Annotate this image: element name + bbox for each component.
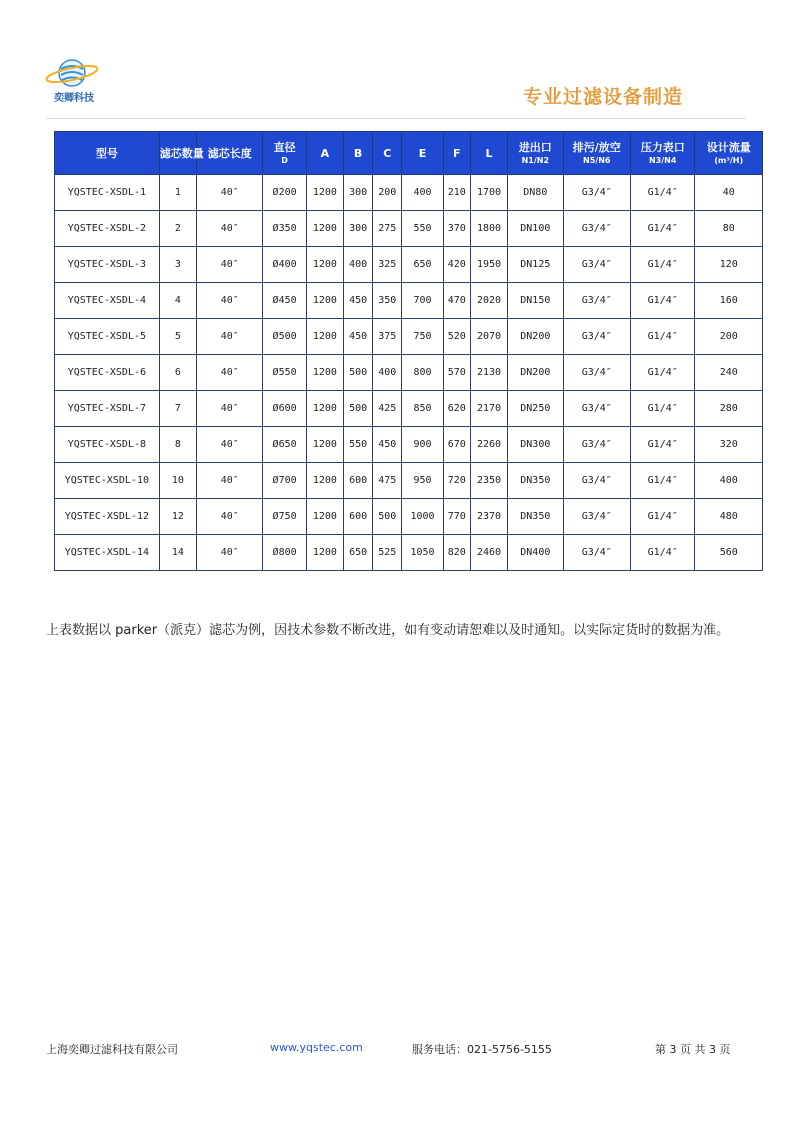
header-divider [46,118,746,119]
footer-page-info: 第 3 页 共 3 页 [655,1043,731,1056]
footer-phone: 服务电话：021-5756-5155 [412,1043,552,1056]
column-header [263,132,306,175]
table-cell: Ø350 [263,211,306,247]
table-cell: 560 [695,535,763,571]
table-cell: G3/4″ [563,499,630,535]
table-cell: 8 [159,427,196,463]
column-header-label: B [353,146,363,160]
table-cell: 40″ [196,175,262,211]
column-header-label: 压力表口 [640,140,685,154]
table-cell: 1200 [306,247,343,283]
table-cell: DN200 [508,355,563,391]
column-header-label: C [383,146,392,160]
table-cell: 210 [443,175,470,211]
table-cell: 370 [443,211,470,247]
table-cell: 2260 [470,427,507,463]
table-cell: G3/4″ [563,175,630,211]
table-cell: 300 [344,175,373,211]
table-cell: G3/4″ [563,355,630,391]
table-cell: G3/4″ [563,211,630,247]
table-cell: 40″ [196,391,262,427]
table-cell: DN80 [508,175,563,211]
table-cell: 40 [695,175,763,211]
table-note: 上表数据以 parker（派克）滤芯为例，因技术参数不断改进，如有变动请恕难以及时通知。以实际定货时的数据为准。 [46,623,730,638]
table-cell: G3/4″ [563,535,630,571]
table-cell: 1200 [306,535,343,571]
column-header-label: 设计流量 [706,140,751,154]
column-header [306,132,343,175]
table-cell: 5 [159,319,196,355]
table-cell: 420 [443,247,470,283]
column-header-sublabel: N3/N4 [648,155,677,165]
table-row [55,427,763,463]
company-logo [46,55,102,103]
table-cell: Ø400 [263,247,306,283]
table-cell: 200 [373,175,402,211]
table-row [55,463,763,499]
table-cell: 650 [402,247,443,283]
table-cell: G1/4″ [630,175,694,211]
table-cell: 2350 [470,463,507,499]
table-cell: 800 [402,355,443,391]
table-cell: 40″ [196,247,262,283]
table-cell: 40″ [196,499,262,535]
table-cell: 1200 [306,391,343,427]
table-cell: 500 [344,391,373,427]
table-cell: 820 [443,535,470,571]
table-cell: 600 [344,463,373,499]
table-cell: 2020 [470,283,507,319]
column-header-sublabel: D [281,155,288,165]
table-cell: 425 [373,391,402,427]
table-cell: 1200 [306,283,343,319]
table-cell: 3 [159,247,196,283]
table-cell: 2370 [470,499,507,535]
table-cell: Ø750 [263,499,306,535]
table-row [55,535,763,571]
table-cell: 1200 [306,499,343,535]
header-title: 专业过滤设备制造 [522,86,683,108]
table-row [55,499,763,535]
column-header-label: F [453,146,461,160]
table-cell: 12 [159,499,196,535]
table-cell: G1/4″ [630,319,694,355]
table-cell: YQSTEC-XSDL-14 [55,535,160,571]
table-row [55,355,763,391]
table-cell: Ø650 [263,427,306,463]
table-cell: 280 [695,391,763,427]
table-cell: 40″ [196,211,262,247]
table-cell: 325 [373,247,402,283]
table-cell: G3/4″ [563,427,630,463]
column-header [508,132,563,175]
column-header [695,132,763,175]
table-cell: YQSTEC-XSDL-8 [55,427,160,463]
table-cell: G3/4″ [563,391,630,427]
table-cell: 1 [159,175,196,211]
table-cell: 80 [695,211,763,247]
table-cell: 570 [443,355,470,391]
column-header [563,132,630,175]
table-cell: 240 [695,355,763,391]
table-row [55,319,763,355]
table-cell: 525 [373,535,402,571]
column-header [196,132,262,175]
table-cell: 375 [373,319,402,355]
table-cell: DN250 [508,391,563,427]
table-cell: 320 [695,427,763,463]
table-cell: 950 [402,463,443,499]
table-cell: DN150 [508,283,563,319]
table-cell: Ø450 [263,283,306,319]
column-header [470,132,507,175]
table-cell: 1050 [402,535,443,571]
table-cell: Ø200 [263,175,306,211]
footer-company: 上海奕卿过滤科技有限公司 [46,1043,178,1056]
column-header-label: E [418,146,427,160]
table-cell: Ø800 [263,535,306,571]
table-cell: 400 [402,175,443,211]
table-cell: 200 [695,319,763,355]
table-cell: YQSTEC-XSDL-10 [55,463,160,499]
table-cell: 350 [373,283,402,319]
table-cell: G3/4″ [563,463,630,499]
table-cell: 275 [373,211,402,247]
table-cell: YQSTEC-XSDL-3 [55,247,160,283]
table-cell: 750 [402,319,443,355]
table-cell: 1200 [306,355,343,391]
table-cell: G1/4″ [630,247,694,283]
column-header-label: 排污/放空 [572,140,621,154]
table-cell: 6 [159,355,196,391]
table-cell: 400 [344,247,373,283]
table-cell: YQSTEC-XSDL-12 [55,499,160,535]
table-cell: 720 [443,463,470,499]
column-header [402,132,443,175]
table-cell: 40″ [196,463,262,499]
table-cell: G1/4″ [630,391,694,427]
table-cell: DN350 [508,499,563,535]
table-cell: 1200 [306,427,343,463]
column-header-sublabel: N1/N2 [521,155,550,165]
table-row [55,247,763,283]
table-header-row [55,132,763,175]
table-cell: 480 [695,499,763,535]
table-cell: 1200 [306,175,343,211]
column-header-sublabel: (m³/H) [714,155,744,165]
table-cell: YQSTEC-XSDL-5 [55,319,160,355]
table-cell: DN350 [508,463,563,499]
table-cell: 520 [443,319,470,355]
column-header [55,132,160,175]
table-cell: 450 [373,427,402,463]
table-cell: 1000 [402,499,443,535]
column-header-sublabel: N5/N6 [583,155,611,165]
table-cell: G3/4″ [563,319,630,355]
table-cell: 550 [402,211,443,247]
column-header [630,132,694,175]
table-cell: Ø500 [263,319,306,355]
table-cell: 700 [402,283,443,319]
column-header-label: A [320,146,330,160]
table-cell: 850 [402,391,443,427]
table-cell: 40″ [196,319,262,355]
table-cell: G1/4″ [630,211,694,247]
table-cell: 10 [159,463,196,499]
table-cell: 670 [443,427,470,463]
table-cell: 470 [443,283,470,319]
column-header-label: 进出口 [518,140,552,154]
table-cell: 500 [373,499,402,535]
table-cell: 400 [695,463,763,499]
table-cell: Ø700 [263,463,306,499]
table-cell: 40″ [196,427,262,463]
table-cell: DN300 [508,427,563,463]
table-cell: 1200 [306,319,343,355]
table-cell: DN100 [508,211,563,247]
table-cell: 2170 [470,391,507,427]
table-cell: 1950 [470,247,507,283]
column-header-label: 滤芯长度 [207,146,252,160]
logo-globe-icon [46,55,102,91]
table-cell: Ø550 [263,355,306,391]
table-row [55,211,763,247]
table-cell: 550 [344,427,373,463]
table-cell: G3/4″ [563,247,630,283]
table-cell: 770 [443,499,470,535]
table-cell: 300 [344,211,373,247]
table-cell: YQSTEC-XSDL-7 [55,391,160,427]
table-row [55,283,763,319]
table-cell: YQSTEC-XSDL-4 [55,283,160,319]
logo-text: 奕卿科技 [54,93,94,104]
column-header-label: 型号 [95,146,118,160]
table-cell: 500 [344,355,373,391]
table-cell: 40″ [196,535,262,571]
table-cell: 1700 [470,175,507,211]
table-cell: YQSTEC-XSDL-6 [55,355,160,391]
table-cell: 7 [159,391,196,427]
table-row [55,391,763,427]
table-cell: 120 [695,247,763,283]
table-cell: G1/4″ [630,355,694,391]
table-cell: YQSTEC-XSDL-2 [55,211,160,247]
table-cell: G1/4″ [630,499,694,535]
table-cell: 40″ [196,283,262,319]
table-cell: 14 [159,535,196,571]
table-cell: G1/4″ [630,463,694,499]
table-cell: 2130 [470,355,507,391]
table-cell: Ø600 [263,391,306,427]
table-cell: G1/4″ [630,535,694,571]
table-row [55,175,763,211]
table-cell: 600 [344,499,373,535]
footer-website-link[interactable]: www.yqstec.com [270,1041,363,1054]
table-cell: DN400 [508,535,563,571]
column-header-label: 滤芯数量 [159,146,204,160]
table-cell: DN200 [508,319,563,355]
table-cell: YQSTEC-XSDL-1 [55,175,160,211]
table-cell: 160 [695,283,763,319]
table-cell: 2460 [470,535,507,571]
table-cell: G1/4″ [630,283,694,319]
column-header-label: 直径 [273,140,296,154]
column-header [373,132,402,175]
table-cell: 2 [159,211,196,247]
table-cell: 1200 [306,463,343,499]
column-header [443,132,470,175]
table-cell: G1/4″ [630,427,694,463]
table-cell: 450 [344,283,373,319]
table-cell: 1800 [470,211,507,247]
table-cell: DN125 [508,247,563,283]
table-cell: 40″ [196,355,262,391]
table-cell: 650 [344,535,373,571]
table-body [55,175,763,571]
column-header [159,132,204,175]
table-cell: 450 [344,319,373,355]
table-cell: 4 [159,283,196,319]
spec-table [54,131,763,571]
table-cell: 2070 [470,319,507,355]
column-header [344,132,373,175]
table-cell: 475 [373,463,402,499]
table-cell: 1200 [306,211,343,247]
table-cell: 400 [373,355,402,391]
table-cell: G3/4″ [563,283,630,319]
table-cell: 620 [443,391,470,427]
table-cell: 900 [402,427,443,463]
column-header-label: L [485,146,493,160]
